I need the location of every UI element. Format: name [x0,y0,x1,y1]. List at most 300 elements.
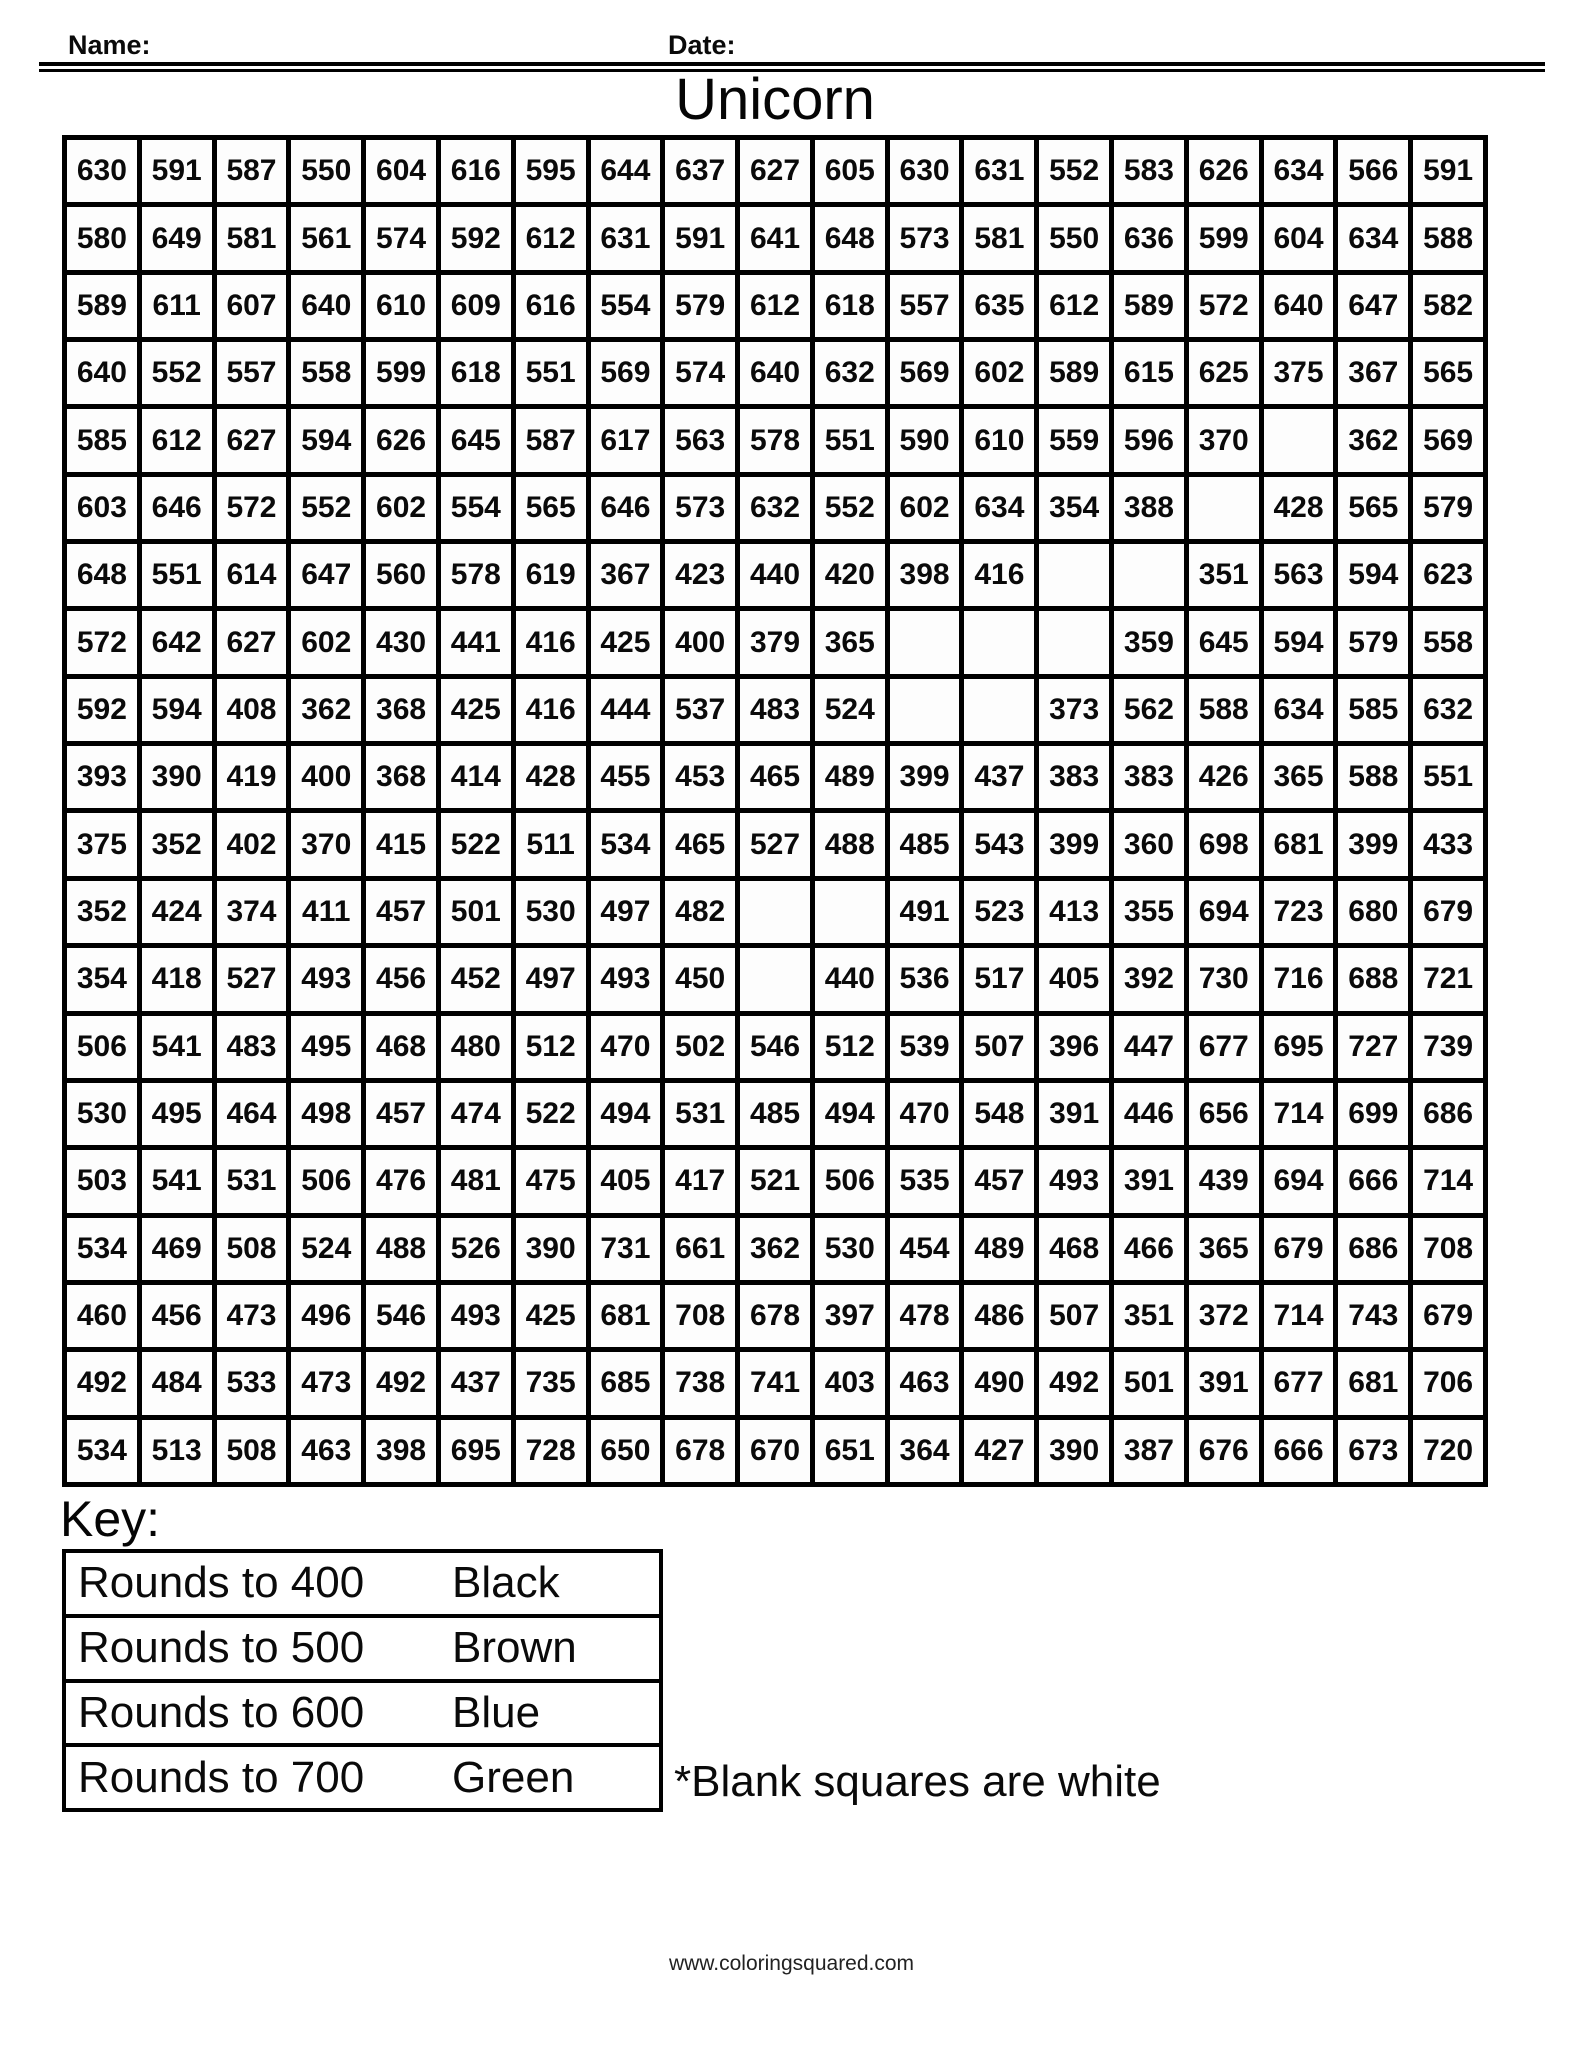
grid-cell[interactable]: 592 [67,679,137,741]
grid-cell[interactable]: 375 [67,813,137,875]
grid-cell[interactable]: 493 [441,1285,511,1347]
grid-cell[interactable]: 632 [815,342,885,404]
grid-cell[interactable]: 632 [1413,679,1483,741]
grid-cell[interactable]: 594 [1264,611,1334,673]
grid-cell[interactable]: 640 [67,342,137,404]
grid-cell[interactable]: 588 [1189,679,1259,741]
grid-cell[interactable]: 364 [890,1420,960,1482]
grid-cell[interactable]: 645 [1189,611,1259,673]
grid-cell[interactable]: 383 [1114,746,1184,808]
grid-cell[interactable]: 483 [740,679,810,741]
grid-cell[interactable]: 602 [366,477,436,539]
grid-cell[interactable]: 695 [441,1420,511,1482]
grid-cell[interactable]: 569 [1413,409,1483,471]
grid-cell[interactable]: 426 [1189,746,1259,808]
grid-cell[interactable]: 579 [1413,477,1483,539]
grid-cell[interactable]: 634 [1338,207,1408,269]
grid-cell[interactable]: 388 [1114,477,1184,539]
grid-cell[interactable]: 739 [1413,1016,1483,1078]
grid-cell[interactable]: 470 [591,1016,661,1078]
grid-cell[interactable]: 666 [1338,1150,1408,1212]
grid-cell[interactable]: 554 [441,477,511,539]
grid-cell[interactable]: 476 [366,1150,436,1212]
grid-cell[interactable]: 714 [1264,1285,1334,1347]
grid-cell[interactable]: 372 [1189,1285,1259,1347]
grid-cell[interactable]: 524 [291,1218,361,1280]
grid-cell[interactable]: 351 [1114,1285,1184,1347]
grid-cell[interactable]: 481 [441,1150,511,1212]
grid-cell[interactable]: 468 [1039,1218,1109,1280]
grid-cell[interactable]: 602 [964,342,1034,404]
grid-cell[interactable]: 695 [1264,1016,1334,1078]
grid-cell[interactable]: 491 [890,881,960,943]
grid-cell-blank[interactable] [964,679,1034,741]
grid-cell[interactable]: 594 [291,409,361,471]
grid-cell[interactable]: 497 [591,881,661,943]
grid-cell[interactable]: 455 [591,746,661,808]
grid-cell[interactable]: 391 [1039,1083,1109,1145]
grid-cell[interactable]: 631 [591,207,661,269]
grid-cell[interactable]: 581 [217,207,287,269]
grid-cell[interactable]: 644 [591,140,661,202]
grid-cell[interactable]: 566 [1338,140,1408,202]
grid-cell[interactable]: 492 [366,1352,436,1414]
grid-cell[interactable]: 541 [142,1150,212,1212]
grid-cell[interactable]: 635 [964,275,1034,337]
grid-cell[interactable]: 415 [366,813,436,875]
grid-cell[interactable]: 474 [441,1083,511,1145]
grid-cell[interactable]: 493 [591,948,661,1010]
grid-cell[interactable]: 626 [366,409,436,471]
grid-cell[interactable]: 617 [591,409,661,471]
grid-cell[interactable]: 679 [1264,1218,1334,1280]
grid-cell[interactable]: 552 [815,477,885,539]
grid-cell[interactable]: 501 [1114,1352,1184,1414]
grid-cell[interactable]: 524 [815,679,885,741]
grid-cell[interactable]: 465 [665,813,735,875]
grid-cell[interactable]: 630 [890,140,960,202]
grid-cell[interactable]: 589 [67,275,137,337]
grid-cell[interactable]: 673 [1338,1420,1408,1482]
grid-cell[interactable]: 569 [890,342,960,404]
grid-cell[interactable]: 592 [441,207,511,269]
grid-cell[interactable]: 508 [217,1420,287,1482]
grid-cell[interactable]: 416 [516,679,586,741]
grid-cell[interactable]: 464 [217,1083,287,1145]
grid-cell[interactable]: 433 [1413,813,1483,875]
grid-cell[interactable]: 355 [1114,881,1184,943]
grid-cell[interactable]: 685 [591,1352,661,1414]
grid-cell[interactable]: 610 [366,275,436,337]
grid-cell[interactable]: 437 [964,746,1034,808]
grid-cell[interactable]: 572 [1189,275,1259,337]
grid-cell[interactable]: 623 [1413,544,1483,606]
grid-cell[interactable]: 618 [815,275,885,337]
grid-cell[interactable]: 503 [67,1150,137,1212]
grid-cell[interactable]: 647 [1338,275,1408,337]
grid-cell[interactable]: 530 [67,1083,137,1145]
grid-cell[interactable]: 391 [1114,1150,1184,1212]
grid-cell[interactable]: 492 [67,1352,137,1414]
grid-cell[interactable]: 651 [815,1420,885,1482]
grid-cell[interactable]: 588 [1413,207,1483,269]
grid-cell[interactable]: 495 [142,1083,212,1145]
grid-cell[interactable]: 561 [291,207,361,269]
grid-cell[interactable]: 599 [1189,207,1259,269]
grid-cell[interactable]: 728 [516,1420,586,1482]
grid-cell[interactable]: 490 [964,1352,1034,1414]
grid-cell[interactable]: 589 [1039,342,1109,404]
grid-cell[interactable]: 354 [67,948,137,1010]
grid-cell-blank[interactable] [890,611,960,673]
grid-cell[interactable]: 731 [591,1218,661,1280]
grid-cell[interactable]: 650 [591,1420,661,1482]
grid-cell[interactable]: 427 [964,1420,1034,1482]
grid-cell[interactable]: 470 [890,1083,960,1145]
grid-cell[interactable]: 391 [1189,1352,1259,1414]
grid-cell[interactable]: 420 [815,544,885,606]
grid-cell[interactable]: 390 [1039,1420,1109,1482]
grid-cell[interactable]: 430 [366,611,436,673]
grid-cell[interactable]: 714 [1413,1150,1483,1212]
grid-cell[interactable]: 676 [1189,1420,1259,1482]
grid-cell[interactable]: 408 [217,679,287,741]
grid-cell[interactable]: 444 [591,679,661,741]
grid-cell[interactable]: 727 [1338,1016,1408,1078]
grid-cell[interactable]: 367 [1338,342,1408,404]
grid-cell[interactable]: 590 [890,409,960,471]
grid-cell[interactable]: 557 [217,342,287,404]
grid-cell[interactable]: 585 [67,409,137,471]
grid-cell[interactable]: 645 [441,409,511,471]
grid-cell[interactable]: 611 [142,275,212,337]
grid-cell[interactable]: 679 [1413,1285,1483,1347]
grid-cell[interactable]: 681 [1264,813,1334,875]
grid-cell[interactable]: 399 [890,746,960,808]
grid-cell[interactable]: 351 [1189,544,1259,606]
grid-cell[interactable]: 482 [665,881,735,943]
grid-cell[interactable]: 625 [1189,342,1259,404]
grid-cell[interactable]: 535 [890,1150,960,1212]
grid-cell[interactable]: 411 [291,881,361,943]
grid-cell[interactable]: 390 [142,746,212,808]
grid-cell[interactable]: 517 [964,948,1034,1010]
grid-cell[interactable]: 383 [1039,746,1109,808]
grid-cell[interactable]: 551 [815,409,885,471]
grid-cell[interactable]: 486 [964,1285,1034,1347]
grid-cell[interactable]: 632 [740,477,810,539]
grid-cell[interactable]: 558 [291,342,361,404]
grid-cell[interactable]: 646 [142,477,212,539]
grid-cell[interactable]: 428 [1264,477,1334,539]
grid-cell[interactable]: 375 [1264,342,1334,404]
grid-cell[interactable]: 398 [890,544,960,606]
grid-cell[interactable]: 604 [366,140,436,202]
grid-cell-blank[interactable] [890,679,960,741]
grid-cell[interactable]: 546 [740,1016,810,1078]
grid-cell[interactable]: 678 [740,1285,810,1347]
grid-cell[interactable]: 425 [441,679,511,741]
grid-cell[interactable]: 483 [217,1016,287,1078]
grid-cell[interactable]: 400 [665,611,735,673]
grid-cell[interactable]: 602 [890,477,960,539]
grid-cell[interactable]: 582 [1413,275,1483,337]
grid-cell[interactable]: 591 [1413,140,1483,202]
grid-cell[interactable]: 539 [890,1016,960,1078]
grid-cell[interactable]: 699 [1338,1083,1408,1145]
grid-cell[interactable]: 494 [591,1083,661,1145]
grid-cell[interactable]: 425 [516,1285,586,1347]
grid-cell[interactable]: 640 [291,275,361,337]
grid-cell[interactable]: 392 [1114,948,1184,1010]
grid-cell[interactable]: 656 [1189,1083,1259,1145]
grid-cell[interactable]: 714 [1264,1083,1334,1145]
grid-cell[interactable]: 485 [740,1083,810,1145]
grid-cell[interactable]: 440 [740,544,810,606]
grid-cell[interactable]: 636 [1114,207,1184,269]
grid-cell[interactable]: 489 [815,746,885,808]
grid-cell[interactable]: 416 [516,611,586,673]
grid-cell[interactable]: 694 [1189,881,1259,943]
grid-cell[interactable]: 365 [1189,1218,1259,1280]
grid-cell[interactable]: 506 [67,1016,137,1078]
grid-cell[interactable]: 688 [1338,948,1408,1010]
grid-cell[interactable]: 456 [142,1285,212,1347]
grid-cell[interactable]: 741 [740,1352,810,1414]
grid-cell[interactable]: 397 [815,1285,885,1347]
grid-cell[interactable]: 661 [665,1218,735,1280]
grid-cell[interactable]: 578 [740,409,810,471]
grid-cell[interactable]: 563 [665,409,735,471]
grid-cell[interactable]: 595 [516,140,586,202]
grid-cell[interactable]: 362 [740,1218,810,1280]
grid-cell[interactable]: 428 [516,746,586,808]
grid-cell[interactable]: 627 [217,611,287,673]
grid-cell[interactable]: 511 [516,813,586,875]
grid-cell[interactable]: 738 [665,1352,735,1414]
grid-cell[interactable]: 447 [1114,1016,1184,1078]
grid-cell[interactable]: 594 [1338,544,1408,606]
grid-cell[interactable]: 457 [366,881,436,943]
grid-cell[interactable]: 565 [516,477,586,539]
grid-cell[interactable]: 405 [1039,948,1109,1010]
grid-cell[interactable]: 457 [964,1150,1034,1212]
grid-cell[interactable]: 572 [217,477,287,539]
grid-cell[interactable]: 562 [1114,679,1184,741]
grid-cell[interactable]: 456 [366,948,436,1010]
grid-cell[interactable]: 641 [740,207,810,269]
grid-cell[interactable]: 631 [964,140,1034,202]
grid-cell[interactable]: 453 [665,746,735,808]
grid-cell[interactable]: 465 [740,746,810,808]
grid-cell[interactable]: 497 [516,948,586,1010]
grid-cell[interactable]: 730 [1189,948,1259,1010]
grid-cell[interactable]: 417 [665,1150,735,1212]
grid-cell[interactable]: 603 [67,477,137,539]
grid-cell[interactable]: 425 [591,611,661,673]
grid-cell[interactable]: 484 [142,1352,212,1414]
grid-cell[interactable]: 648 [67,544,137,606]
grid-cell[interactable]: 550 [291,140,361,202]
grid-cell[interactable]: 579 [1338,611,1408,673]
grid-cell[interactable]: 466 [1114,1218,1184,1280]
grid-cell[interactable]: 579 [665,275,735,337]
grid-cell[interactable]: 678 [665,1420,735,1482]
grid-cell[interactable]: 423 [665,544,735,606]
grid-cell[interactable]: 558 [1413,611,1483,673]
grid-cell[interactable]: 634 [964,477,1034,539]
grid-cell[interactable]: 507 [1039,1285,1109,1347]
grid-cell[interactable]: 574 [665,342,735,404]
grid-cell[interactable]: 352 [67,881,137,943]
grid-cell[interactable]: 607 [217,275,287,337]
grid-cell[interactable]: 368 [366,679,436,741]
grid-cell[interactable]: 587 [217,140,287,202]
grid-cell[interactable]: 680 [1338,881,1408,943]
grid-cell[interactable]: 373 [1039,679,1109,741]
grid-cell[interactable]: 365 [815,611,885,673]
grid-cell[interactable]: 563 [1264,544,1334,606]
grid-cell[interactable]: 360 [1114,813,1184,875]
grid-cell[interactable]: 450 [665,948,735,1010]
grid-cell[interactable]: 627 [217,409,287,471]
grid-cell[interactable]: 612 [1039,275,1109,337]
grid-cell[interactable]: 616 [441,140,511,202]
grid-cell[interactable]: 552 [142,342,212,404]
grid-cell[interactable]: 550 [1039,207,1109,269]
grid-cell[interactable]: 583 [1114,140,1184,202]
grid-cell[interactable]: 721 [1413,948,1483,1010]
grid-cell[interactable]: 531 [665,1083,735,1145]
grid-cell[interactable]: 537 [665,679,735,741]
grid-cell[interactable]: 446 [1114,1083,1184,1145]
grid-cell[interactable]: 679 [1413,881,1483,943]
grid-cell[interactable]: 552 [1039,140,1109,202]
grid-cell[interactable]: 591 [665,207,735,269]
grid-cell[interactable]: 610 [964,409,1034,471]
grid-cell[interactable]: 523 [964,881,1034,943]
grid-cell[interactable]: 367 [591,544,661,606]
grid-cell[interactable]: 627 [740,140,810,202]
grid-cell[interactable]: 666 [1264,1420,1334,1482]
grid-cell[interactable]: 508 [217,1218,287,1280]
grid-cell[interactable]: 393 [67,746,137,808]
grid-cell[interactable]: 634 [1264,140,1334,202]
grid-cell[interactable]: 694 [1264,1150,1334,1212]
grid-cell[interactable]: 480 [441,1016,511,1078]
grid-cell[interactable]: 698 [1189,813,1259,875]
grid-cell[interactable]: 362 [1338,409,1408,471]
grid-cell[interactable]: 352 [142,813,212,875]
grid-cell[interactable]: 396 [1039,1016,1109,1078]
grid-cell[interactable]: 534 [67,1420,137,1482]
grid-cell[interactable]: 720 [1413,1420,1483,1482]
grid-cell[interactable]: 573 [665,477,735,539]
grid-cell[interactable]: 630 [67,140,137,202]
grid-cell[interactable]: 495 [291,1016,361,1078]
grid-cell-blank[interactable] [1189,477,1259,539]
grid-cell-blank[interactable] [1114,544,1184,606]
grid-cell[interactable]: 441 [441,611,511,673]
grid-cell[interactable]: 492 [1039,1352,1109,1414]
grid-cell-blank[interactable] [815,881,885,943]
grid-cell[interactable]: 686 [1413,1083,1483,1145]
grid-cell[interactable]: 677 [1264,1352,1334,1414]
grid-cell[interactable]: 398 [366,1420,436,1482]
grid-cell[interactable]: 602 [291,611,361,673]
grid-cell[interactable]: 578 [441,544,511,606]
grid-cell[interactable]: 502 [665,1016,735,1078]
grid-cell[interactable]: 418 [142,948,212,1010]
grid-cell[interactable]: 581 [964,207,1034,269]
grid-cell-blank[interactable] [1039,544,1109,606]
grid-cell[interactable]: 647 [291,544,361,606]
grid-cell[interactable]: 488 [815,813,885,875]
grid-cell[interactable]: 399 [1039,813,1109,875]
grid-cell[interactable]: 531 [217,1150,287,1212]
grid-cell[interactable]: 618 [441,342,511,404]
grid-cell[interactable]: 604 [1264,207,1334,269]
grid-cell[interactable]: 686 [1338,1218,1408,1280]
grid-cell[interactable]: 368 [366,746,436,808]
grid-cell[interactable]: 716 [1264,948,1334,1010]
grid-cell[interactable]: 489 [964,1218,1034,1280]
grid-cell[interactable]: 565 [1413,342,1483,404]
grid-cell[interactable]: 439 [1189,1150,1259,1212]
grid-cell[interactable]: 493 [291,948,361,1010]
grid-cell[interactable]: 646 [591,477,661,539]
grid-cell[interactable]: 526 [441,1218,511,1280]
grid-cell[interactable]: 552 [291,477,361,539]
grid-cell[interactable]: 416 [964,544,1034,606]
grid-cell[interactable]: 594 [142,679,212,741]
grid-cell[interactable]: 379 [740,611,810,673]
grid-cell[interactable]: 413 [1039,881,1109,943]
grid-cell[interactable]: 649 [142,207,212,269]
grid-cell[interactable]: 468 [366,1016,436,1078]
grid-cell[interactable]: 512 [815,1016,885,1078]
grid-cell[interactable]: 419 [217,746,287,808]
grid-cell[interactable]: 634 [1264,679,1334,741]
grid-cell[interactable]: 370 [291,813,361,875]
grid-cell[interactable]: 589 [1114,275,1184,337]
grid-cell[interactable]: 359 [1114,611,1184,673]
grid-cell[interactable]: 557 [890,275,960,337]
grid-cell[interactable]: 437 [441,1352,511,1414]
grid-cell-blank[interactable] [740,881,810,943]
grid-cell[interactable]: 670 [740,1420,810,1482]
grid-cell[interactable]: 551 [1413,746,1483,808]
grid-cell[interactable]: 640 [740,342,810,404]
grid-cell[interactable]: 527 [740,813,810,875]
grid-cell[interactable]: 614 [217,544,287,606]
grid-cell[interactable]: 400 [291,746,361,808]
grid-cell[interactable]: 473 [291,1352,361,1414]
grid-cell[interactable]: 588 [1338,746,1408,808]
grid-cell[interactable]: 609 [441,275,511,337]
grid-cell[interactable]: 573 [890,207,960,269]
grid-cell[interactable]: 565 [1338,477,1408,539]
grid-cell[interactable]: 387 [1114,1420,1184,1482]
grid-cell[interactable]: 498 [291,1083,361,1145]
grid-cell[interactable]: 494 [815,1083,885,1145]
grid-cell[interactable]: 365 [1264,746,1334,808]
grid-cell[interactable]: 390 [516,1218,586,1280]
grid-cell[interactable]: 530 [815,1218,885,1280]
grid-cell[interactable]: 522 [516,1083,586,1145]
grid-cell[interactable]: 574 [366,207,436,269]
grid-cell[interactable]: 403 [815,1352,885,1414]
